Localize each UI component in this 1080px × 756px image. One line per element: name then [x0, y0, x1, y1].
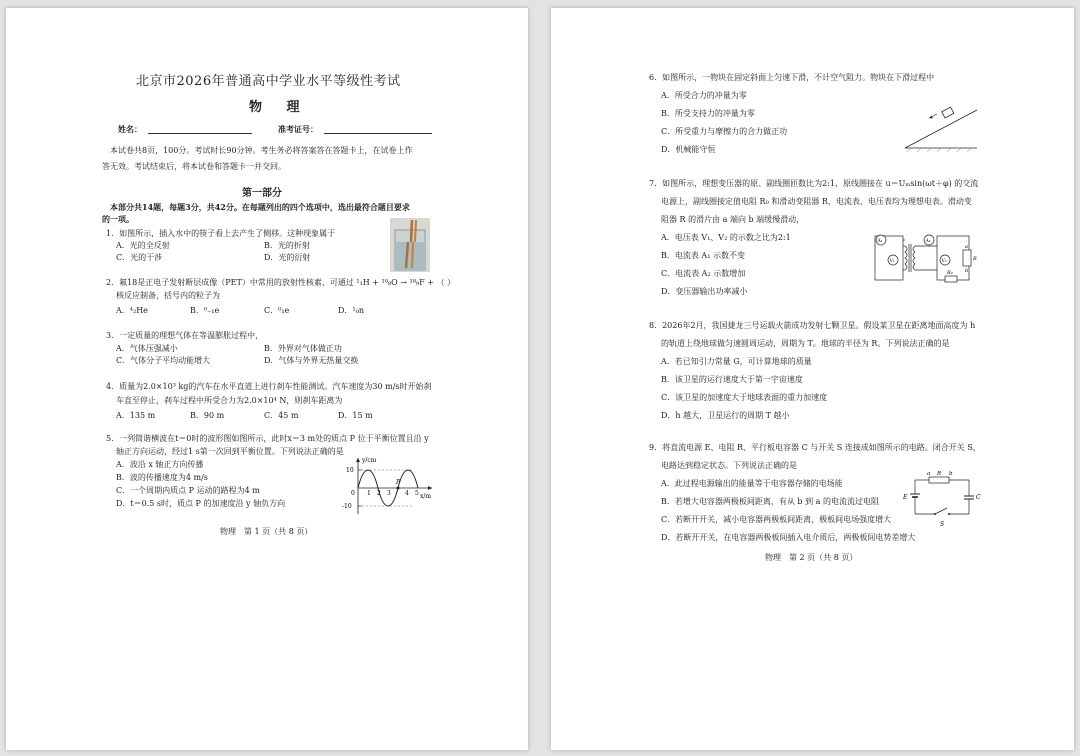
capacitor-circuit — [903, 466, 983, 530]
q6-option-b: B．所受支持力的冲量为零 — [661, 109, 755, 118]
subject-title: 物 理 — [249, 100, 310, 115]
a1-label: A₁ — [877, 239, 883, 244]
q4-stem-line-2: 车直至停止，刹车过程中所受合力为2.0×10⁴ N，则刹车距离为 — [116, 396, 343, 405]
block — [942, 107, 954, 118]
q6-stem: 6．如图所示，一物块在固定斜面上匀速下滑，不计空气阻力。物块在下滑过程中 — [649, 73, 935, 82]
q7-option-c: C．电流表 A₂ 示数增加 — [661, 269, 746, 278]
terminal-a-label: a — [965, 244, 968, 250]
q9-stem-line-1: 9．将直流电源 E、电阻 R、平行板电容器 C 与开关 S 连接成如图所示的电路。闭合开关 S， — [649, 443, 981, 452]
q1-option-d: D．光的衍射 — [264, 253, 311, 262]
graph-x-label: x/m — [420, 493, 432, 500]
q7-stem-line-3: 阻器 R 的滑片由 a 端向 b 端缓慢滑动， — [661, 215, 805, 224]
q3-option-b: B．外界对气体做正功 — [264, 344, 342, 353]
part-desc-line-1: 本部分共14题，每题3分，共42分。在每题列出的四个选项中，选出最符合题目要求 — [110, 202, 410, 212]
q8-stem-line-2: 的轨道上绕地球做匀速圆周运动，周期为 T。地球的半径为 R。下列说法正确的是 — [661, 339, 950, 348]
q4-stem-line-1: 4．质量为2.0×10³ kg的汽车在水平直道上进行刹车性能测试。汽车速度为30 m/s时开始刹 — [106, 382, 432, 391]
id-label: 准考证号： — [278, 124, 318, 134]
graph-y-bottom: -10 — [342, 503, 352, 510]
q3-option-a: A．气体压强减小 — [116, 344, 178, 353]
switch-label: S — [940, 521, 945, 528]
incline-diagram — [901, 100, 981, 152]
graph-x-tick-5: 5 — [415, 490, 419, 497]
q7-option-a: A．电压表 V₁、V₂ 的示数之比为2:1 — [661, 233, 791, 242]
q5-option-d: D．t＝0.5 s时，质点 P 的加速度沿 y 轴负方向 — [116, 499, 286, 508]
graph-x-tick-2: 2 — [377, 490, 381, 497]
part-desc-line-2: 的一项。 — [102, 214, 134, 224]
name-label: 姓名： — [118, 124, 142, 134]
terminal-b-label: b — [965, 268, 969, 274]
graph-x-tick-1: 1 — [367, 490, 371, 497]
q2-option-b: B．⁰₋₁e — [190, 306, 220, 315]
q9-stem-line-2: 电路达到稳定状态。下列说法正确的是 — [661, 461, 797, 470]
graph-y-top: 10 — [346, 467, 354, 474]
q2-option-a: A．⁴₂He — [116, 306, 148, 315]
q2-stem-line-2: 核反应制备，括号内的粒子为 — [116, 291, 220, 300]
q5-option-a: A．波沿 x 轴正方向传播 — [116, 460, 204, 469]
chopsticks-in-water-photo — [390, 218, 430, 272]
graph-origin: 0 — [351, 490, 355, 497]
exam-page-2 — [551, 8, 1074, 750]
q8-option-c: C．该卫星的加速度大于地球表面的重力加速度 — [661, 393, 828, 402]
q7-option-d: D．变压器输出功率减小 — [661, 287, 748, 296]
q9-option-c: C．若断开开关，减小电容器两极板间距离，极板间电场强度增大 — [661, 515, 892, 524]
name-blank — [148, 124, 252, 134]
q5-stem-line-1: 5．一列简谐横波在t＝0时的波形图如图所示，此时x＝3 m处的质点 P 位于平衡位置且沿 y — [106, 434, 429, 443]
q2-option-c: C．⁰₁e — [264, 306, 290, 315]
id-blank — [324, 124, 432, 134]
page-1-footer: 物理 第 1 页（共 8 页） — [220, 527, 313, 536]
graph-point-label: P — [396, 479, 401, 486]
point-p — [397, 487, 400, 490]
q6-option-d: D．机械能守恒 — [661, 145, 716, 154]
graph-y-label: y/cm — [362, 457, 377, 464]
page-2-footer: 物理 第 2 页（共 8 页） — [765, 553, 858, 562]
q9-option-a: A．此过程电源输出的能量等于电容器存储的电场能 — [661, 479, 843, 488]
q8-option-a: A．若已知引力常量 G，可计算地球的质量 — [661, 357, 812, 366]
source-label: E — [903, 494, 908, 501]
graph-x-tick-4: 4 — [405, 490, 409, 497]
instructions-line-2: 答无效。考试结束后，将本试卷和答题卡一并交回。 — [102, 162, 286, 171]
q7-stem-line-1: 7．如图所示，理想变压器的原、副线圈匝数比为2:1，原线圈接在 u＝Uₘsin(ωt＋φ) 的交流 — [649, 179, 979, 188]
a2-label: A₂ — [925, 239, 931, 244]
resistor-label: R — [937, 471, 942, 477]
q5-option-c: C．一个周期内质点 P 运动的路程为4 m — [116, 486, 260, 495]
q5-stem-line-2: 轴正方向运动，经过1 s第一次回到平衡位置。下列说法正确的是 — [116, 447, 344, 456]
q6-option-c: C．所受重力与摩擦力的合力做正功 — [661, 127, 788, 136]
node-b-label: b — [949, 471, 953, 477]
node-a-label: a — [927, 471, 931, 477]
wave-graph — [336, 454, 436, 518]
q7-option-b: B．电流表 A₁ 示数不变 — [661, 251, 745, 260]
q3-option-d: D．气体与外界无热量交换 — [264, 356, 359, 365]
transformer-circuit — [869, 226, 981, 290]
q8-option-b: B．该卫星的运行速度大于第一宇宙速度 — [661, 375, 803, 384]
q2-option-d: D．¹₀n — [338, 306, 364, 315]
part-title: 第一部分 — [242, 188, 282, 199]
q9-option-b: B．若增大电容器两极板间距离，有从 b 到 a 的电流流过电阻 — [661, 497, 879, 506]
q1-option-c: C．光的干涉 — [116, 253, 163, 262]
q6-option-a: A．所受合力的冲量为零 — [661, 91, 747, 100]
q1-stem: 1．如图所示，插入水中的筷子看上去产生了侧移。这种现象属于 — [106, 229, 336, 238]
exam-page-1 — [6, 8, 528, 750]
q3-option-c: C．气体分子平均动能增大 — [116, 356, 211, 365]
instructions-line-1: 本试卷共8页，100分。考试时长90分钟。考生务必将答案答在答题卡上，在试卷上作 — [110, 146, 413, 155]
q4-option-b: B．90 m — [190, 411, 225, 420]
q5-option-b: B．波的传播速度为4 m/s — [116, 473, 208, 482]
graph-x-tick-3: 3 — [387, 490, 391, 497]
q9-option-d: D．若断开开关，在电容器两极板间插入电介质后，两极板间电势差增大 — [661, 533, 916, 542]
q8-stem-line-1: 8．2026年2月，我国捷龙三号运载火箭成功发射七颗卫星。假设某卫星在距离地面高度为 h — [649, 321, 976, 330]
q7-stem-line-2: 电源上，副线圈接定值电阻 R₀ 和滑动变阻器 R，电流表、电压表均为理想电表。滑动变 — [661, 197, 972, 206]
q4-option-c: C．45 m — [264, 411, 299, 420]
exam-title: 北京市2026年普通高中学业水平等级性考试 — [136, 74, 401, 89]
v2-label: V₂ — [941, 259, 947, 264]
q1-option-b: B．光的折射 — [264, 241, 310, 250]
q4-option-a: A．135 m — [116, 411, 156, 420]
q3-stem: 3．一定质量的理想气体在等温膨胀过程中， — [106, 331, 264, 340]
rheostat-label: R — [973, 256, 977, 262]
q8-option-d: D．h 越大，卫星运行的周期 T 越小 — [661, 411, 790, 420]
capacitor-label: C — [976, 494, 981, 501]
q1-option-a: A．光的全反射 — [116, 241, 170, 250]
r0-label: R₀ — [947, 270, 953, 276]
v1-label: V₁ — [889, 259, 895, 264]
q4-option-d: D．15 m — [338, 411, 373, 420]
q2-stem-line-1: 2．氟18是正电子发射断层成像（PET）中常用的放射性核素，可通过 ¹₁H + ¹⁸₈O → ¹⁸₉F + （ ） — [106, 278, 456, 287]
